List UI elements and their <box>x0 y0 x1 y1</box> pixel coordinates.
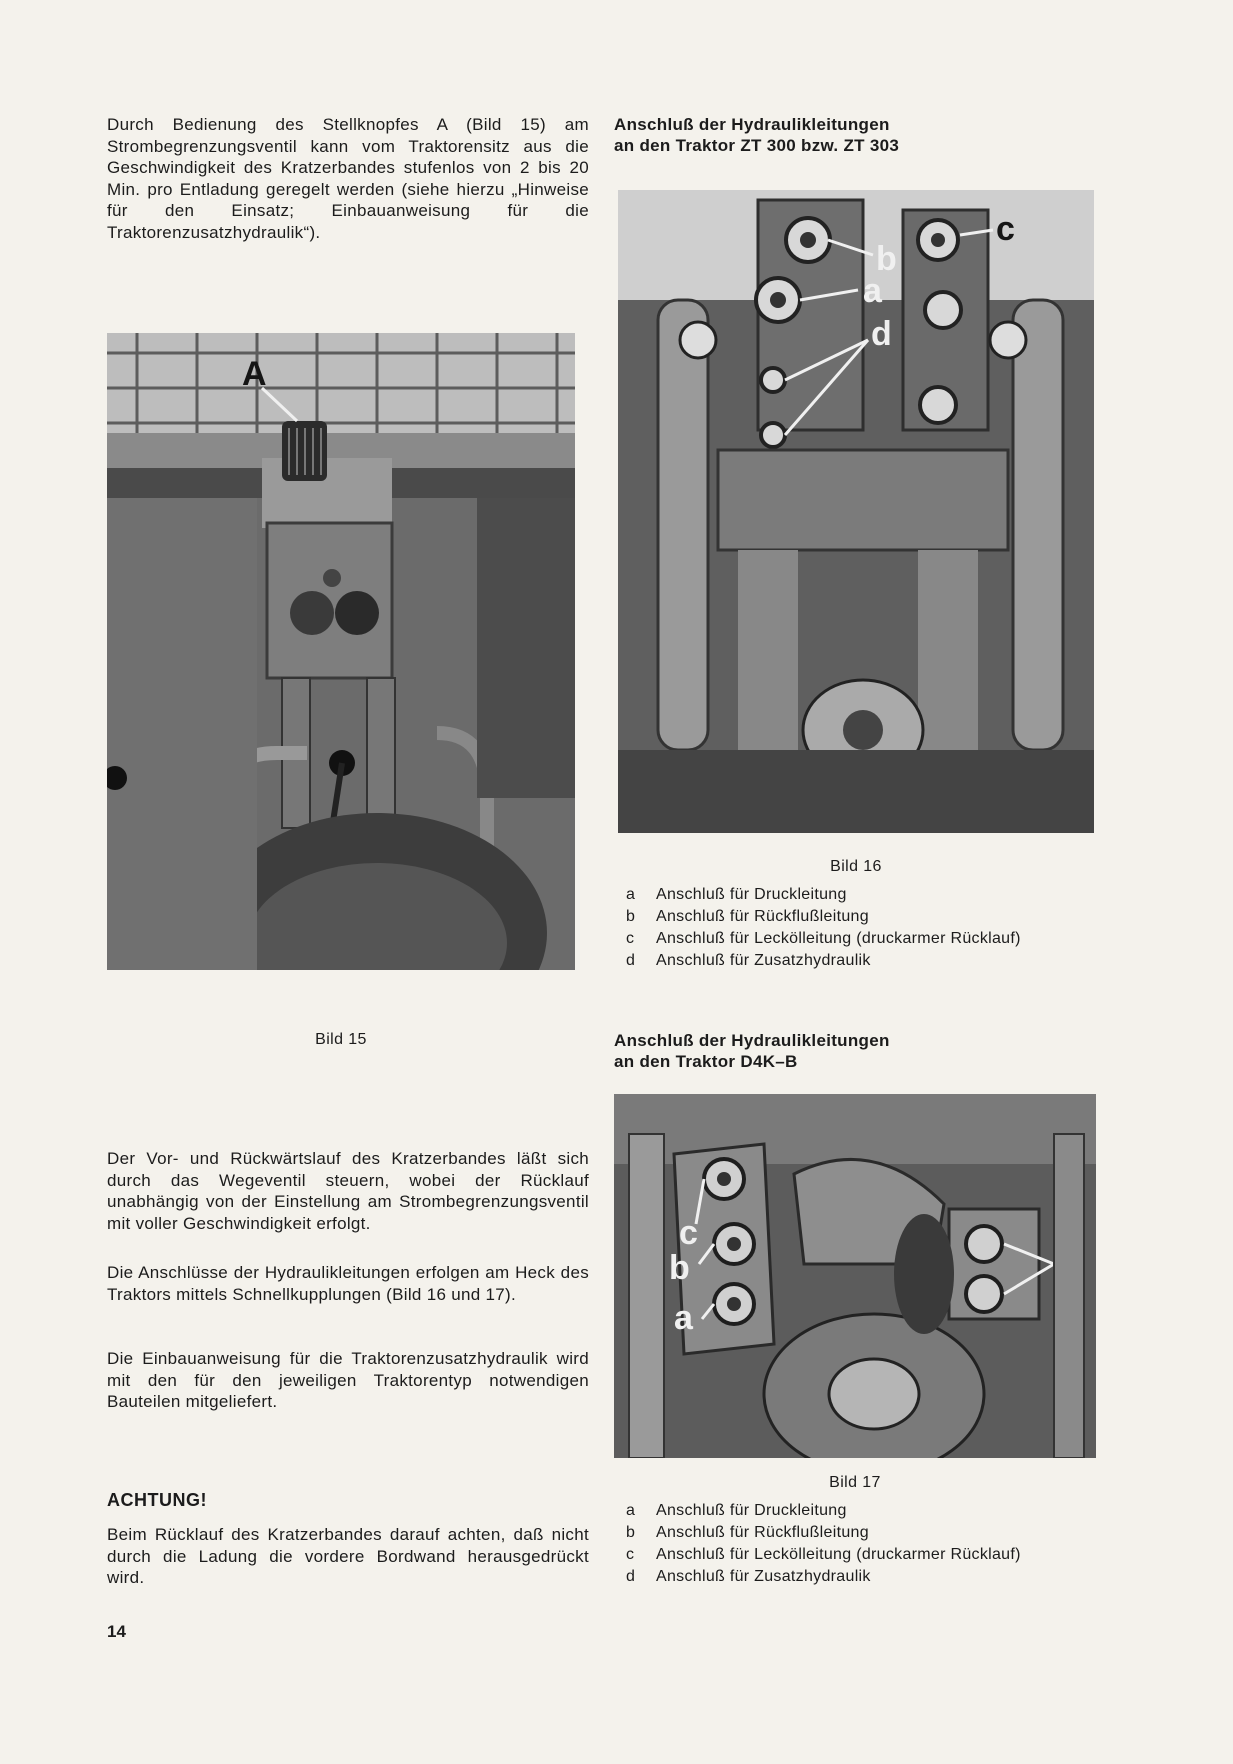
figure-16-label-a: a <box>863 272 882 310</box>
paragraph-hydraulic-connections: Die Anschlüsse der Hydraulikleitungen erfolgen am Heck des Traktors mittels Schnellkupplungen (Bild 16 und 17). <box>107 1263 589 1304</box>
figure-17-label-b: b <box>669 1249 690 1287</box>
legend-item <box>618 1500 1178 1522</box>
figure-16-legend <box>618 884 1178 972</box>
legend-text: Anschluß für Rückflußleitung <box>656 1524 869 1541</box>
legend-text: Anschluß für Druckleitung <box>656 1502 847 1519</box>
legend-text: Anschluß für Rückflußleitung <box>656 908 869 925</box>
figure-16-caption: Bild 16 <box>830 858 882 875</box>
figure-16-label-b: b <box>876 240 897 278</box>
legend-text: Anschluß für Zusatzhydraulik <box>656 1568 871 1585</box>
legend-letter: b <box>626 1524 636 1541</box>
section-zt300-heading-line2: an den Traktor ZT 300 bzw. ZT 303 <box>614 136 900 155</box>
legend-letter: c <box>626 930 635 947</box>
legend-text: Anschluß für Druckleitung <box>656 886 847 903</box>
legend-item <box>618 1566 1178 1588</box>
legend-item <box>618 906 1178 928</box>
legend-item <box>618 1544 1178 1566</box>
figure-17-photo <box>614 1094 1096 1458</box>
legend-item <box>618 950 1178 972</box>
legend-text: Anschluß für Leckölleitung (druckarmer Rücklauf) <box>656 1546 1021 1563</box>
section-zt300-heading-line1: Anschluß der Hydraulikleitungen <box>614 115 890 134</box>
figure-17-illustration <box>614 1094 1096 1458</box>
figure-16-label-d: d <box>871 315 892 353</box>
legend-text: Anschluß für Leckölleitung (druckarmer Rücklauf) <box>656 930 1021 947</box>
legend-text: Anschluß für Zusatzhydraulik <box>656 952 871 969</box>
paragraph-direction-control: Der Vor- und Rückwärtslauf des Kratzerbandes läßt sich durch das Wegeventil steuern, wobei der Rücklauf unabhängig von der Einstellung am Strombegrenzungsventil mit voller Geschwindigkeit erfolgt. <box>107 1149 589 1233</box>
legend-letter: b <box>626 908 636 925</box>
legend-letter: a <box>626 886 636 903</box>
figure-17-legend <box>618 1500 1178 1588</box>
page-number: 14 <box>107 1622 126 1641</box>
legend-item <box>618 884 1178 906</box>
intro-paragraph: Durch Bedienung des Stellknopfes A (Bild 15) am Strombegrenzungsventil kann vom Traktorensitz aus die Geschwindigkeit des Kratzerbandes stufenlos von 2 bis 20 Min. pro Entladung geregelt werden (siehe hierzu „Hinweise für den Einsatz; Einbauanweisung für die Traktorenzusatzhydraulik“). <box>107 115 589 242</box>
section-d4k-heading-line1: Anschluß der Hydraulikleitungen <box>614 1031 890 1050</box>
legend-item <box>618 928 1178 950</box>
legend-letter: c <box>626 1546 635 1563</box>
legend-item <box>618 1522 1178 1544</box>
figure-17-caption: Bild 17 <box>829 1474 881 1491</box>
warning-text: Beim Rücklauf des Kratzerbandes darauf achten, daß nicht durch die Ladung die vordere Bordwand herausgedrückt wird. <box>107 1525 589 1587</box>
figure-16-photo <box>618 190 1094 833</box>
section-zt300-heading <box>614 114 1174 156</box>
figure-16-label-c: c <box>996 210 1015 248</box>
figure-17-label-a: a <box>674 1299 693 1337</box>
section-d4k-heading-line2: an den Traktor D4K–B <box>614 1052 798 1071</box>
paragraph-installation-instructions: Die Einbauanweisung für die Traktorenzusatzhydraulik wird mit den für den jeweiligen Traktorentyp notwendigen Bauteilen mitgeliefert. <box>107 1349 589 1411</box>
warning-title: ACHTUNG! <box>107 1490 207 1510</box>
figure-15-caption: Bild 15 <box>315 1031 367 1048</box>
legend-letter: d <box>626 1568 636 1585</box>
figure-15-illustration <box>107 333 575 970</box>
figure-15-photo <box>107 333 575 970</box>
figure-15-label-a: A <box>242 355 267 393</box>
legend-letter: d <box>626 952 636 969</box>
figure-17-label-c: c <box>679 1214 698 1252</box>
figure-16-illustration <box>618 190 1094 833</box>
legend-letter: a <box>626 1502 636 1519</box>
section-d4k-heading <box>614 1030 1174 1072</box>
